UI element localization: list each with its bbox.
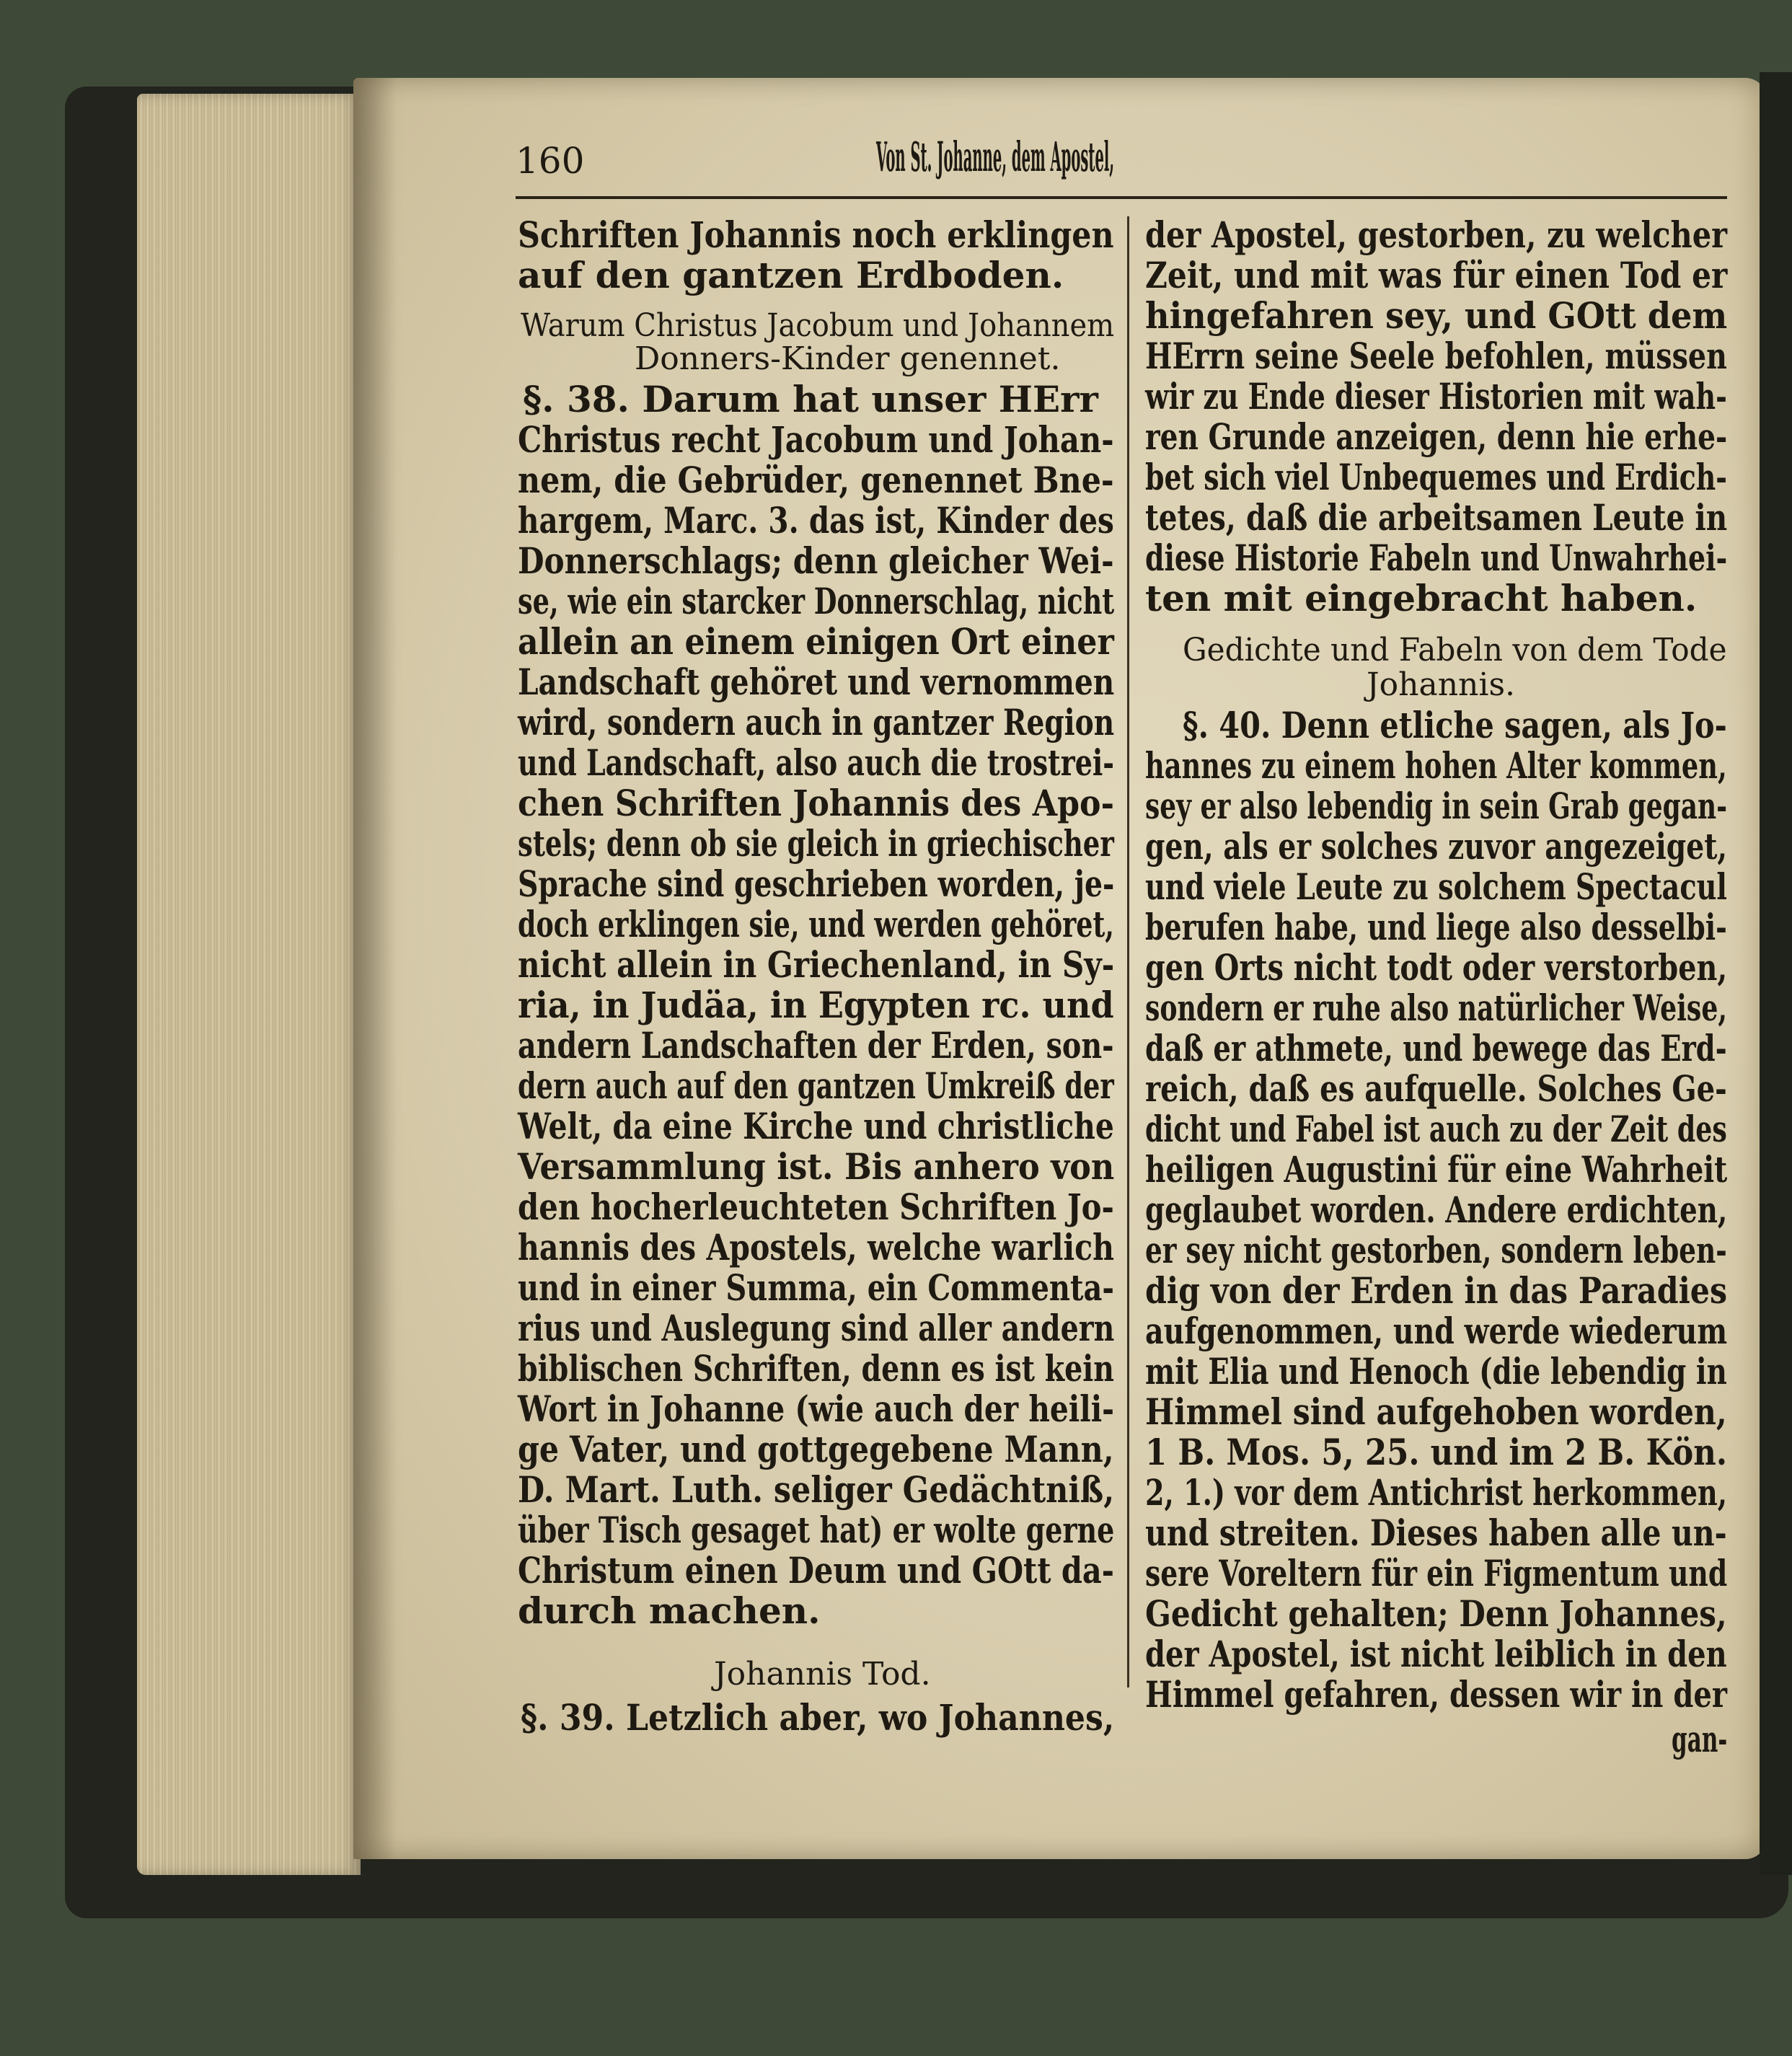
text-line: biblischen Schriften, denn es ist kein: [518, 1347, 1114, 1390]
text-line: dig von der Erden in das Paradies: [1145, 1269, 1728, 1312]
text-line: §. 39. Letzlich aber, wo Johannes,: [521, 1696, 1115, 1739]
text-line: nicht allein in Griechenland, in Sy-: [518, 943, 1115, 986]
text-line: tetes, daß die arbeitsamen Leute in: [1145, 496, 1728, 539]
text-line: andern Landschaften der Erden, son-: [518, 1024, 1114, 1067]
text-line: er sey nicht gestorben, sondern leben-: [1145, 1229, 1727, 1271]
text-line: wird, sondern auch in gantzer Region: [518, 701, 1115, 744]
section-subheading: Warum Christus Jacobum und Johannem: [521, 307, 1115, 344]
gutter-shadow: [353, 78, 397, 1859]
section-subheading: Johannis Tod.: [714, 1656, 931, 1693]
text-line: auf den gantzen Erdboden.: [518, 254, 1064, 296]
column-divider: [1127, 216, 1129, 1687]
text-line: D. Mart. Luth. seliger Gedächtniß,: [518, 1468, 1115, 1511]
text-line: nem, die Gebrüder, genennet Bne-: [518, 459, 1114, 501]
text-line: allein an einem einigen Ort einer: [518, 620, 1114, 663]
text-line: gen, als er solches zuvor angezeiget,: [1145, 825, 1727, 868]
text-line: sey er also lebendig in sein Grab gegan-: [1145, 785, 1728, 827]
text-line: durch machen.: [518, 1589, 821, 1632]
text-line: §. 40. Denn etliche sagen, als Jo-: [1183, 704, 1727, 746]
text-line: Zeit, und mit was für einen Tod er: [1145, 254, 1728, 296]
text-line: mit Elia und Henoch (die lebendig in: [1145, 1350, 1727, 1393]
text-line: bet sich viel Unbequemes und Erdich-: [1145, 456, 1727, 498]
text-line: Sprache sind geschrieben worden, je-: [518, 862, 1115, 905]
text-line: 2, 1.) vor dem Antichrist herkommen,: [1145, 1471, 1728, 1514]
text-line: und viele Leute zu solchem Spectacul: [1145, 865, 1727, 908]
text-line: doch erklingen sie, und werden gehöret,: [518, 903, 1114, 945]
text-line: über Tisch gesaget hat) er wolte gerne: [518, 1509, 1115, 1551]
text-line: und Landschaft, also auch die trostrei-: [518, 741, 1115, 784]
text-line: wir zu Ende dieser Historien mit wah-: [1145, 375, 1727, 418]
text-line: der Apostel, gestorben, zu welcher: [1145, 213, 1728, 256]
section-subheading: Gedichte und Fabeln von dem Tode: [1183, 632, 1727, 669]
text-line: dern auch auf den gantzen Umkreiß der: [518, 1064, 1114, 1107]
text-line: Donnerschlags; denn gleicher Wei-: [518, 539, 1114, 582]
text-line: §. 38. Darum hat unser HErr: [523, 378, 1098, 420]
section-subheading: Donners-Kinder genennet.: [635, 340, 1061, 377]
header-rule: [516, 196, 1727, 199]
text-line: ten mit eingebracht haben.: [1145, 577, 1698, 619]
text-line: sere Voreltern für ein Figmentum und: [1145, 1552, 1728, 1594]
text-line: stels; denn ob sie gleich in griechischer: [518, 822, 1114, 865]
text-line: ren Grunde anzeigen, denn hie erhe-: [1145, 415, 1728, 458]
text-line: reich, daß es aufquelle. Solches Ge-: [1145, 1067, 1727, 1110]
binding-edge: [1760, 72, 1792, 1875]
page-edges: [137, 94, 361, 1875]
text-line: Welt, da eine Kirche und christliche: [518, 1105, 1114, 1147]
catchword: gan-: [1672, 1718, 1728, 1760]
text-line: und in einer Summa, ein Commenta-: [518, 1266, 1114, 1309]
text-line: HErrn seine Seele befohlen, müssen: [1145, 335, 1727, 377]
text-line: gen Orts nicht todt oder verstorben,: [1145, 946, 1728, 989]
text-line: se, wie ein starcker Donnerschlag, nicht: [518, 580, 1115, 622]
section-subheading: Johannis.: [1367, 666, 1516, 703]
text-line: der Apostel, ist nicht leiblich in den: [1145, 1633, 1727, 1675]
text-line: hingefahren sey, und GOtt dem: [1145, 294, 1728, 337]
text-line: Gedicht gehalten; Denn Johannes,: [1145, 1592, 1727, 1635]
text-line: Himmel gefahren, dessen wir in der: [1145, 1673, 1727, 1716]
text-line: Christus recht Jacobum und Johan-: [518, 418, 1114, 461]
text-line: heiligen Augustini für eine Wahrheit: [1145, 1148, 1728, 1191]
text-line: den hocherleuchteten Schriften Jo-: [518, 1186, 1114, 1228]
text-line: Schriften Johannis noch erklingen: [518, 213, 1114, 256]
text-line: daß er athmete, und bewege das Erd-: [1145, 1027, 1727, 1069]
text-line: geglaubet worden. Andere erdichten,: [1145, 1188, 1728, 1231]
text-line: diese Historie Fabeln und Unwahrhei-: [1145, 537, 1728, 579]
text-line: Wort in Johanne (wie auch der heili-: [518, 1387, 1115, 1430]
text-line: berufen habe, und liege also desselbi-: [1145, 906, 1727, 948]
text-line: Himmel sind aufgehoben worden,: [1145, 1390, 1727, 1433]
text-line: hargem, Marc. 3. das ist, Kinder des: [518, 499, 1114, 542]
text-line: dicht und Fabel ist auch zu der Zeit des: [1145, 1108, 1727, 1150]
text-line: chen Schriften Johannis des Apo-: [518, 782, 1114, 824]
text-line: und streiten. Dieses haben alle un-: [1145, 1512, 1727, 1554]
page-number: 160: [516, 140, 585, 182]
text-line: ge Vater, und gottgegebene Mann,: [518, 1428, 1114, 1470]
text-line: Landschaft gehöret und vernommen: [518, 661, 1115, 703]
text-line: sondern er ruhe also natürlicher Weise,: [1145, 987, 1727, 1029]
text-line: ria, in Judäa, in Egypten rc. und: [518, 984, 1114, 1026]
text-line: hannis des Apostels, welche warlich: [518, 1226, 1114, 1269]
text-line: 1 B. Mos. 5, 25. und im 2 B. Kön.: [1145, 1431, 1728, 1473]
text-line: Versammlung ist. Bis anhero von: [518, 1145, 1115, 1188]
text-line: aufgenommen, und werde wiederum: [1145, 1310, 1728, 1352]
text-line: rius und Auslegung sind aller andern: [518, 1307, 1115, 1349]
text-line: Christum einen Deum und GOtt da-: [518, 1549, 1115, 1592]
running-title: Von St. Johanne, dem Apostel,: [876, 133, 1115, 181]
text-line: hannes zu einem hohen Alter kommen,: [1145, 744, 1727, 787]
